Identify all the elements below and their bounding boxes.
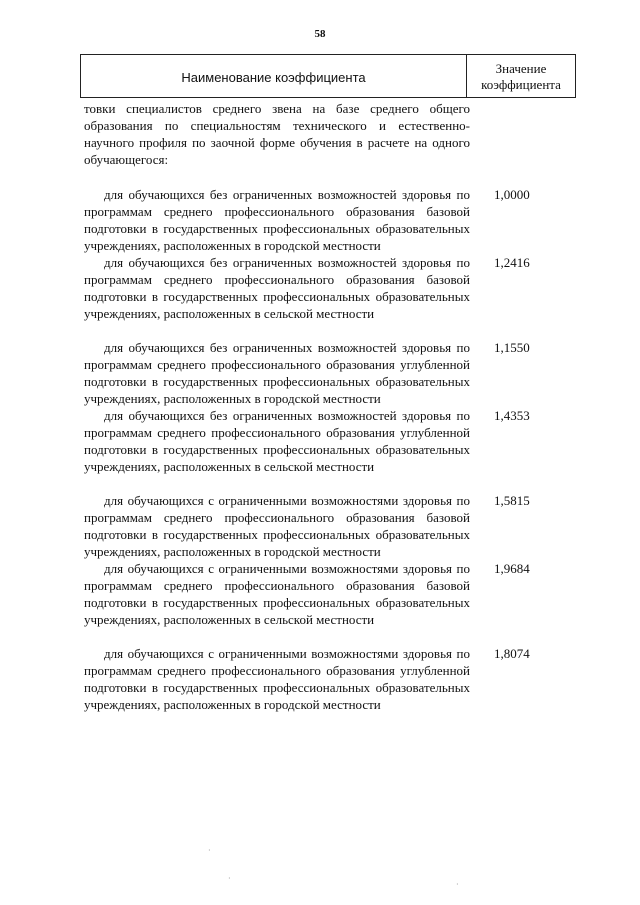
entry-description: для обучающихся с ограниченными возможностями здоровья по программам среднего профессионального образования базовой подготовки в государственных профессиональных образовательных учреждениях, расположенных в сельской местности [84, 561, 470, 627]
spacer [84, 322, 564, 339]
entry-value: 1,8074 [494, 646, 530, 661]
spacer [84, 475, 564, 492]
coefficient-entry [84, 645, 564, 713]
coefficient-entry [84, 254, 564, 322]
scan-speck: · [208, 846, 211, 855]
entry-value: 1,0000 [494, 187, 530, 202]
header-name-column: Наименование коэффициента [181, 69, 366, 85]
entry-value: 1,4353 [494, 408, 530, 423]
entry-description: для обучающихся без ограниченных возможностей здоровья по программам среднего профессионального образования углубленной подготовки в государственных профессиональных образовательных учреждениях, расположенных в сельской местности [84, 408, 470, 474]
entry-description: для обучающихся с ограниченными возможностями здоровья по программам среднего профессионального образования базовой подготовки в государственных профессиональных образовательных учреждениях, расположенных в городской местности [84, 493, 470, 559]
coefficient-entry [84, 186, 564, 254]
page-number: 58 [314, 28, 326, 40]
header-value-column [467, 55, 575, 99]
spacer [84, 628, 564, 645]
coefficient-entry [84, 339, 564, 407]
entry-value: 1,1550 [494, 340, 530, 355]
header-value-line1: Значение [495, 61, 547, 76]
coefficient-entry [84, 492, 564, 560]
header-value-line2: коэффициента [481, 77, 561, 92]
table-header [80, 54, 576, 98]
entry-value: 1,9684 [494, 561, 530, 576]
intro-paragraph: товки специалистов среднего звена на базе среднего общего образования по специальностям технического и естественно-научного профиля по заочной форме обучения в расчете на одного обучающегося: [84, 101, 470, 167]
entry-description: для обучающихся без ограниченных возможностей здоровья по программам среднего профессионального образования базовой подготовки в государственных профессиональных образовательных учреждениях, расположенных в сельской местности [84, 255, 470, 321]
entry-value: 1,2416 [494, 255, 530, 270]
scan-speck: · [456, 880, 459, 889]
coefficient-entry [84, 560, 564, 628]
entry-description: для обучающихся без ограниченных возможностей здоровья по программам среднего профессионального образования базовой подготовки в государственных профессиональных образовательных учреждениях, расположенных в городской местности [84, 187, 470, 253]
coefficient-table-body [84, 100, 564, 713]
scan-speck: · [228, 874, 231, 883]
entry-description: для обучающихся без ограниченных возможностей здоровья по программам среднего профессионального образования углубленной подготовки в государственных профессиональных образовательных учреждениях, расположенных в городской местности [84, 340, 470, 406]
coefficient-entry [84, 407, 564, 475]
entry-description: для обучающихся с ограниченными возможностями здоровья по программам среднего профессионального образования углубленной подготовки в государственных профессиональных образовательных учреждениях, расположенных в городской местности [84, 646, 470, 712]
entry-value: 1,5815 [494, 493, 530, 508]
